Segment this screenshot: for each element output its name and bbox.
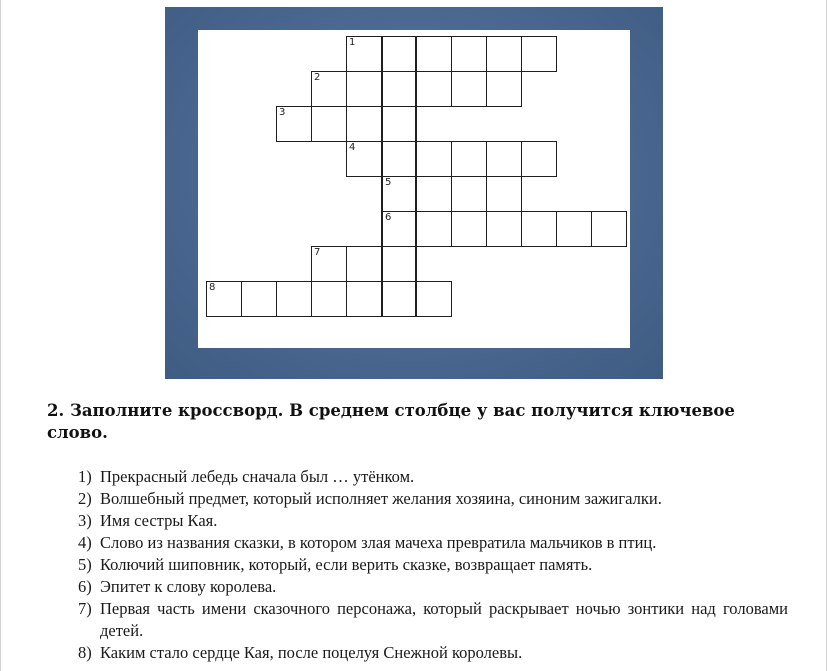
crossword-cell[interactable] [346,106,382,142]
crossword-key-cell[interactable] [381,176,417,212]
clue-text: Эпитет к слову королева. [100,577,277,596]
clue-text: Первая часть имени сказочного персонажа, который раскрывает ночью зонтики над головами детей. [100,599,788,640]
clue-number: 6) [78,577,92,596]
crossword-cell[interactable] [486,176,522,212]
crossword-cell[interactable] [451,36,487,72]
crossword-cell[interactable] [486,141,522,177]
crossword-cell[interactable] [416,36,452,72]
crossword-key-cell[interactable] [381,106,417,142]
crossword-cell[interactable] [416,71,452,107]
crossword-key-cell[interactable] [381,141,417,177]
page-edge-left [0,0,1,671]
crossword-clue-number: 8 [209,282,216,293]
crossword-cell[interactable] [206,281,242,317]
clue-text: Прекрасный лебедь сначала был … утёнком. [100,467,415,486]
clue-number: 3) [78,511,92,530]
crossword-cell[interactable] [451,176,487,212]
crossword-cell[interactable] [276,106,312,142]
crossword-cell[interactable] [451,71,487,107]
crossword-cell[interactable] [416,211,452,247]
clue-number: 8) [78,643,92,662]
clue-item [78,532,788,554]
clue-item [78,576,788,598]
clue-item [78,488,788,510]
clue-item [78,510,788,532]
crossword-cell[interactable] [311,246,347,282]
clue-number: 7) [78,599,92,618]
clue-text: Колючий шиповник, который, если верить сказке, возвращает память. [100,555,593,574]
crossword-clue-number: 4 [349,142,356,153]
crossword-key-cell[interactable] [381,71,417,107]
clue-text: Имя сестры Кая. [100,511,218,530]
crossword-key-cell[interactable] [381,281,417,317]
crossword-clue-number: 6 [385,212,392,223]
clue-item [78,598,788,642]
task-title: 2. Заполните кроссворд. В среднем столбце у вас получится ключевое слово. [47,401,735,442]
crossword-cell[interactable] [451,211,487,247]
crossword-cell[interactable] [416,281,452,317]
clue-list [78,466,788,664]
crossword-cell[interactable] [311,106,347,142]
crossword-cell[interactable] [241,281,277,317]
crossword-cell[interactable] [486,71,522,107]
crossword-clue-number: 3 [279,107,286,118]
crossword-cell[interactable] [521,141,557,177]
clue-item [78,642,788,664]
crossword-cell[interactable] [521,211,557,247]
crossword-key-cell[interactable] [381,211,417,247]
crossword-cell[interactable] [346,281,382,317]
crossword-cell[interactable] [346,36,382,72]
clue-number: 1) [78,467,92,486]
crossword-cell[interactable] [416,141,452,177]
clue-number: 2) [78,489,92,508]
crossword-cell[interactable] [556,211,592,247]
clue-number: 4) [78,533,92,552]
crossword-cell[interactable] [416,176,452,212]
clue-item [78,554,788,576]
clue-item [78,466,788,488]
crossword-cell[interactable] [486,36,522,72]
crossword-board [198,30,630,348]
crossword-key-cell[interactable] [381,246,417,282]
crossword-clue-number: 1 [349,37,356,48]
crossword-cell[interactable] [276,281,312,317]
crossword-key-cell[interactable] [381,36,417,72]
crossword-cell[interactable] [311,71,347,107]
crossword-cell[interactable] [346,246,382,282]
clue-number: 5) [78,555,92,574]
clue-text: Каким стало сердце Кая, после поцелуя Снежной королевы. [100,643,523,662]
clue-text: Слово из названия сказки, в котором злая мачеха превратила мальчиков в птиц. [100,533,657,552]
crossword-cell[interactable] [451,141,487,177]
clue-text: Волшебный предмет, который исполняет желания хозяина, синоним зажигалки. [100,489,662,508]
crossword-cell[interactable] [591,211,627,247]
crossword-clue-number: 5 [385,177,392,188]
crossword-clue-number: 7 [314,247,321,258]
crossword-cell[interactable] [521,36,557,72]
crossword-cell[interactable] [346,141,382,177]
crossword-cell[interactable] [346,71,382,107]
crossword-clue-number: 2 [314,72,321,83]
crossword-cell[interactable] [486,211,522,247]
crossword-cell[interactable] [311,281,347,317]
